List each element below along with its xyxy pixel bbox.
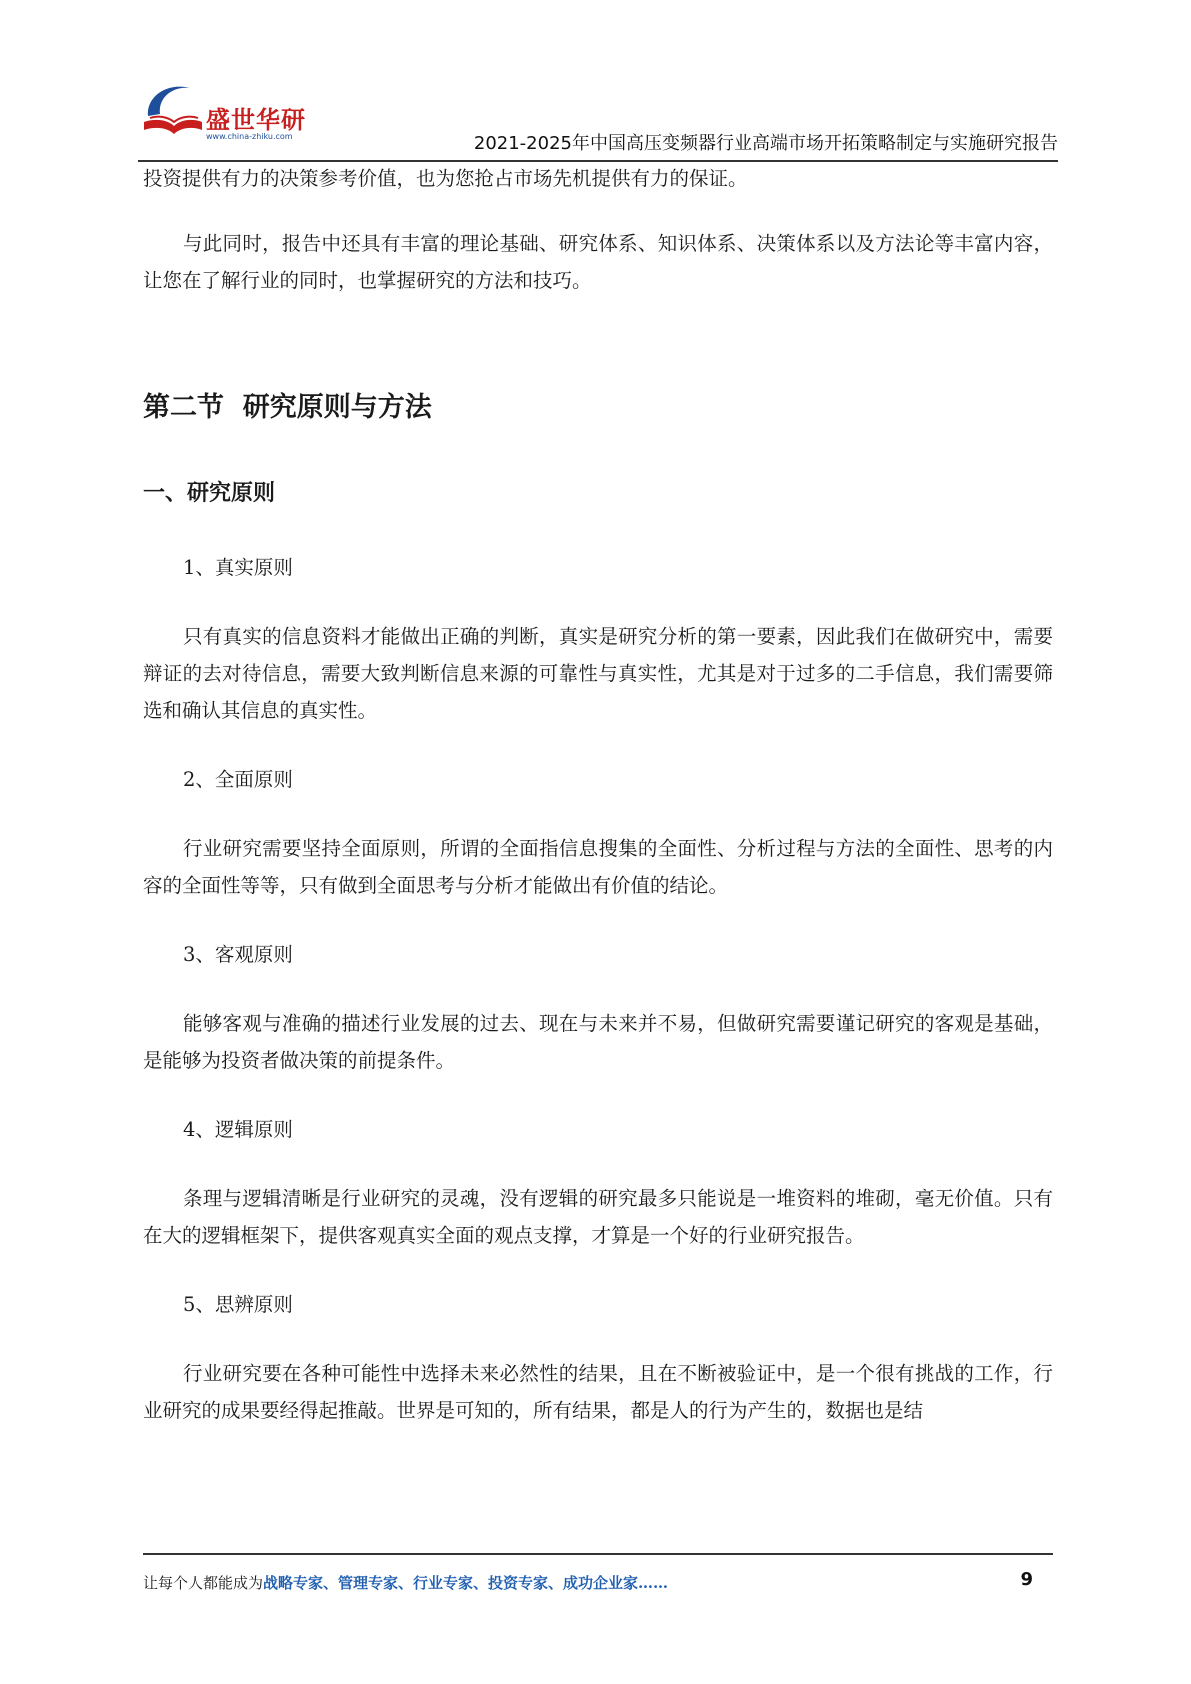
report-title: 2021-2025年中国高压变频器行业高端市场开拓策略制定与实施研究报告 xyxy=(473,133,1058,154)
principle-title: 4、逻辑原则 xyxy=(183,1118,293,1141)
page-footer xyxy=(143,1553,1053,1613)
principle-title: 2、全面原则 xyxy=(183,768,293,791)
subsection-title: 一、研究原则 xyxy=(143,481,276,506)
principle-text: 行业研究要在各种可能性中选择未来必然性的结果，且在不断被验证中，是一个很有挑战的工作，行业研究的成果要经得起推敲。世界是可知的，所有结果，都是人的行为产生的，数据也是结 xyxy=(143,1362,1053,1422)
principle-title: 5、思辨原则 xyxy=(183,1293,293,1316)
logo-url: www.china-zhiku.com xyxy=(206,132,293,141)
section-title: 第二节 研究原则与方法 xyxy=(143,392,432,423)
slogan-prefix: 让每个人都能成为 xyxy=(143,1574,264,1592)
logo-name: 盛世华研 xyxy=(206,106,306,134)
logo-swoosh-icon xyxy=(138,78,208,148)
principle-text: 只有真实的信息资料才能做出正确的判断，真实是研究分析的第一要素，因此我们在做研究中，需要辩证的去对待信息，需要大致判断信息来源的可靠性与真实性，尤其是对于过多的二手信息，我们需要筛选和确认其信息的真实性。 xyxy=(143,625,1053,722)
page-content xyxy=(143,160,1053,1429)
slogan-roles: 战略专家、管理专家、行业专家、投资专家、成功企业家…… xyxy=(263,1574,669,1592)
principle-text: 能够客观与准确的描述行业发展的过去、现在与未来并不易，但做研究需要谨记研究的客观是基础，是能够为投资者做决策的前提条件。 xyxy=(143,1012,1053,1072)
principle-text: 条理与逻辑清晰是行业研究的灵魂，没有逻辑的研究最多只能说是一堆资料的堆砌，毫无价值。只有在大的逻辑框架下，提供客观真实全面的观点支撑，才算是一个好的行业研究报告。 xyxy=(143,1187,1053,1247)
footer-divider xyxy=(143,1553,1053,1555)
footer-slogan xyxy=(143,1572,668,1593)
principle-title: 1、真实原则 xyxy=(183,556,293,579)
paragraph: 与此同时，报告中还具有丰富的理论基础、研究体系、知识体系、决策体系以及方法论等丰富内容，让您在了解行业的同时，也掌握研究的方法和技巧。 xyxy=(143,232,1053,292)
page-number: 9 xyxy=(1020,1569,1033,1590)
paragraph-continuation: 投资提供有力的决策参考价值，也为您抢占市场先机提供有力的保证。 xyxy=(143,167,748,190)
company-logo xyxy=(138,78,308,148)
principle-text: 行业研究需要坚持全面原则，所谓的全面指信息搜集的全面性、分析过程与方法的全面性、思考的内容的全面性等等，只有做到全面思考与分析才能做出有价值的结论。 xyxy=(143,837,1053,897)
principle-title: 3、客观原则 xyxy=(183,943,293,966)
page-header xyxy=(138,78,1058,162)
